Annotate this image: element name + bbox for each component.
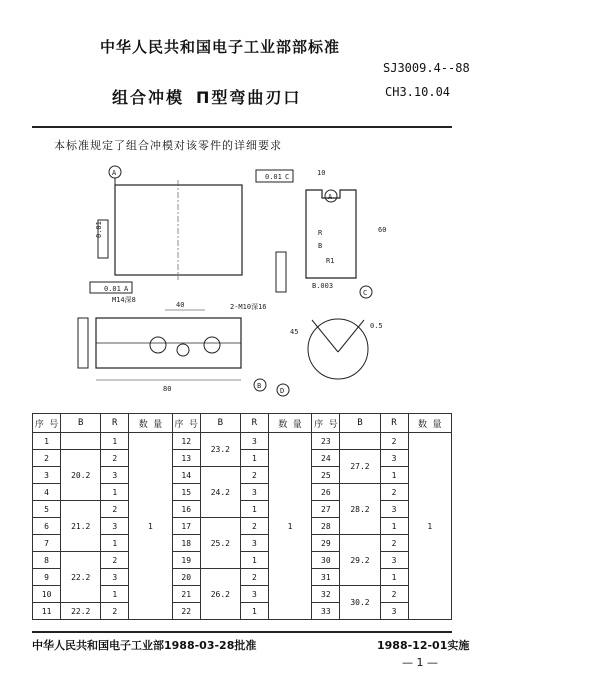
- table-row: 1 1 1 12 23.2 3 1 23 2 1: [33, 433, 452, 450]
- doc-title: 组合冲模: [112, 88, 185, 107]
- effective-date: 1988-12-01实施: [377, 639, 470, 652]
- doc-subtitle: П型弯曲刃口: [196, 88, 302, 107]
- svg-text:M14深8: M14深8: [112, 296, 136, 304]
- table-row: 4 1 15 3 26 28.2 2: [33, 484, 452, 501]
- top-view-plate: [115, 185, 242, 275]
- table-header-row: 序 号 B R 数 量 序 号 B R 数 量 序 号 B R 数 量: [33, 414, 452, 433]
- page-number: — 1 —: [402, 656, 438, 669]
- svg-text:C: C: [285, 173, 290, 181]
- svg-text:D: D: [280, 387, 285, 395]
- table-row: 3 3 14 24.2 2 25 1: [33, 467, 452, 484]
- svg-text:0.01: 0.01: [104, 285, 121, 293]
- svg-text:2-M10深16: 2-M10深16: [230, 303, 267, 311]
- svg-text:C: C: [363, 289, 368, 297]
- datum-a-label: A: [112, 169, 117, 177]
- tolerance-frame-right: [276, 252, 286, 292]
- approval-line: 中华人民共和国电子工业部1988-03-28批准: [32, 639, 257, 652]
- qty-col-1: 1: [129, 433, 172, 620]
- svg-text:0.01: 0.01: [95, 221, 103, 238]
- standard-number: SJ3009.4--88: [383, 61, 470, 75]
- svg-text:10: 10: [317, 169, 326, 177]
- svg-text:0.01: 0.01: [265, 173, 282, 181]
- spec-table: [32, 413, 452, 620]
- footer-rule: [32, 631, 452, 633]
- table-row: 8 22.2 2 19 1 30 3: [33, 552, 452, 569]
- svg-text:B.003: B.003: [312, 282, 334, 290]
- tolerance-frame-front: [78, 318, 88, 368]
- svg-text:B: B: [257, 382, 262, 390]
- svg-text:A: A: [124, 285, 129, 293]
- internal-code: CH3.10.04: [385, 85, 451, 99]
- threaded-hole-right: [204, 337, 220, 353]
- table-row: 6 3 17 25.2 2 28 1: [33, 518, 452, 535]
- table-row: 9 3 20 26.2 2 31 1: [33, 569, 452, 586]
- qty-col-3: 1: [408, 433, 452, 620]
- svg-text:0.5: 0.5: [370, 322, 383, 330]
- publisher-header: 中华人民共和国电子工业部部标准: [100, 38, 341, 56]
- svg-text:B: B: [318, 242, 323, 250]
- detail-circle: [308, 319, 368, 379]
- table-row: 7 1 18 3 29 29.2 2: [33, 535, 452, 552]
- qty-col-2: 1: [268, 433, 311, 620]
- svg-text:A: A: [328, 193, 333, 201]
- svg-text:40: 40: [176, 301, 185, 309]
- table-row: 5 21.2 2 16 1 27 3: [33, 501, 452, 518]
- svg-text:45: 45: [290, 328, 299, 336]
- svg-text:80: 80: [163, 385, 172, 393]
- table-row: 11 22.2 2 22 1 33 3: [33, 603, 452, 620]
- center-hole: [177, 344, 189, 356]
- svg-text:R: R: [318, 229, 323, 237]
- intro-text: 本标准规定了组合冲模对该零件的详细要求: [54, 139, 282, 152]
- table-row: 2 20.2 2 13 1 24 27.2 3: [33, 450, 452, 467]
- table-row: 10 1 21 3 32 30.2 2: [33, 586, 452, 603]
- threaded-hole-left: [150, 337, 166, 353]
- svg-text:60: 60: [378, 226, 387, 234]
- svg-text:R1: R1: [326, 257, 335, 265]
